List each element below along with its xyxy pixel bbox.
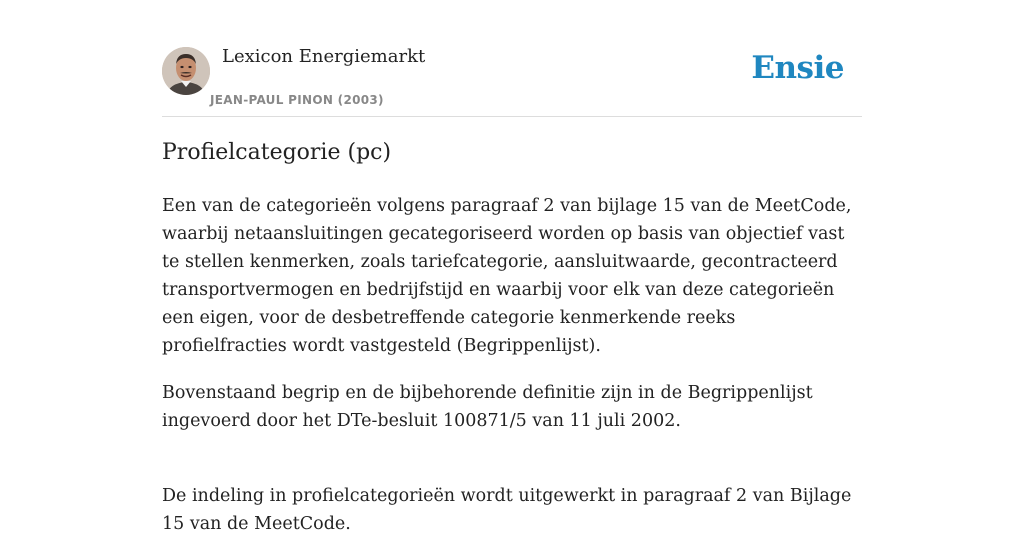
source-title[interactable]: Lexicon Energiemarkt bbox=[222, 46, 426, 67]
entry-term: Profielcategorie (pc) bbox=[162, 140, 392, 165]
note-paragraph: De indeling in profielcategorieën wordt uitgewerkt in paragraaf 2 van Bijlage 15 van de MeetCode. bbox=[162, 486, 852, 534]
entry-body bbox=[162, 192, 862, 557]
author-name[interactable]: JEAN-PAUL PINON (2003) bbox=[210, 93, 384, 107]
entry-header bbox=[162, 0, 862, 117]
author-portrait-icon bbox=[162, 47, 210, 95]
avatar[interactable] bbox=[162, 47, 210, 95]
note-paragraph: Bovenstaand begrip en de bijbehorende definitie zijn in de Begrippenlijst ingevoerd door het DTe-besluit 100871/5 van 11 juli 2002. bbox=[162, 383, 813, 431]
page-container bbox=[162, 0, 862, 534]
definition-paragraph: Een van de categorieën volgens paragraaf 2 van bijlage 15 van de MeetCode, waarbij netaansluitingen gecategoriseerd worden op basis van objectief vast te stellen kenmerken, zoals tariefcategorie, aansluitwaarde, gecontracteerd transportvermogen en bedrijfstijd en waarbij voor elk van deze categorieën een eigen, voor de desbetreffende categorie kenmerkende reeks profielfracties wordt vastgesteld (Begrippenlijst). bbox=[162, 196, 852, 356]
ensie-logo[interactable]: Ensie bbox=[751, 50, 844, 86]
